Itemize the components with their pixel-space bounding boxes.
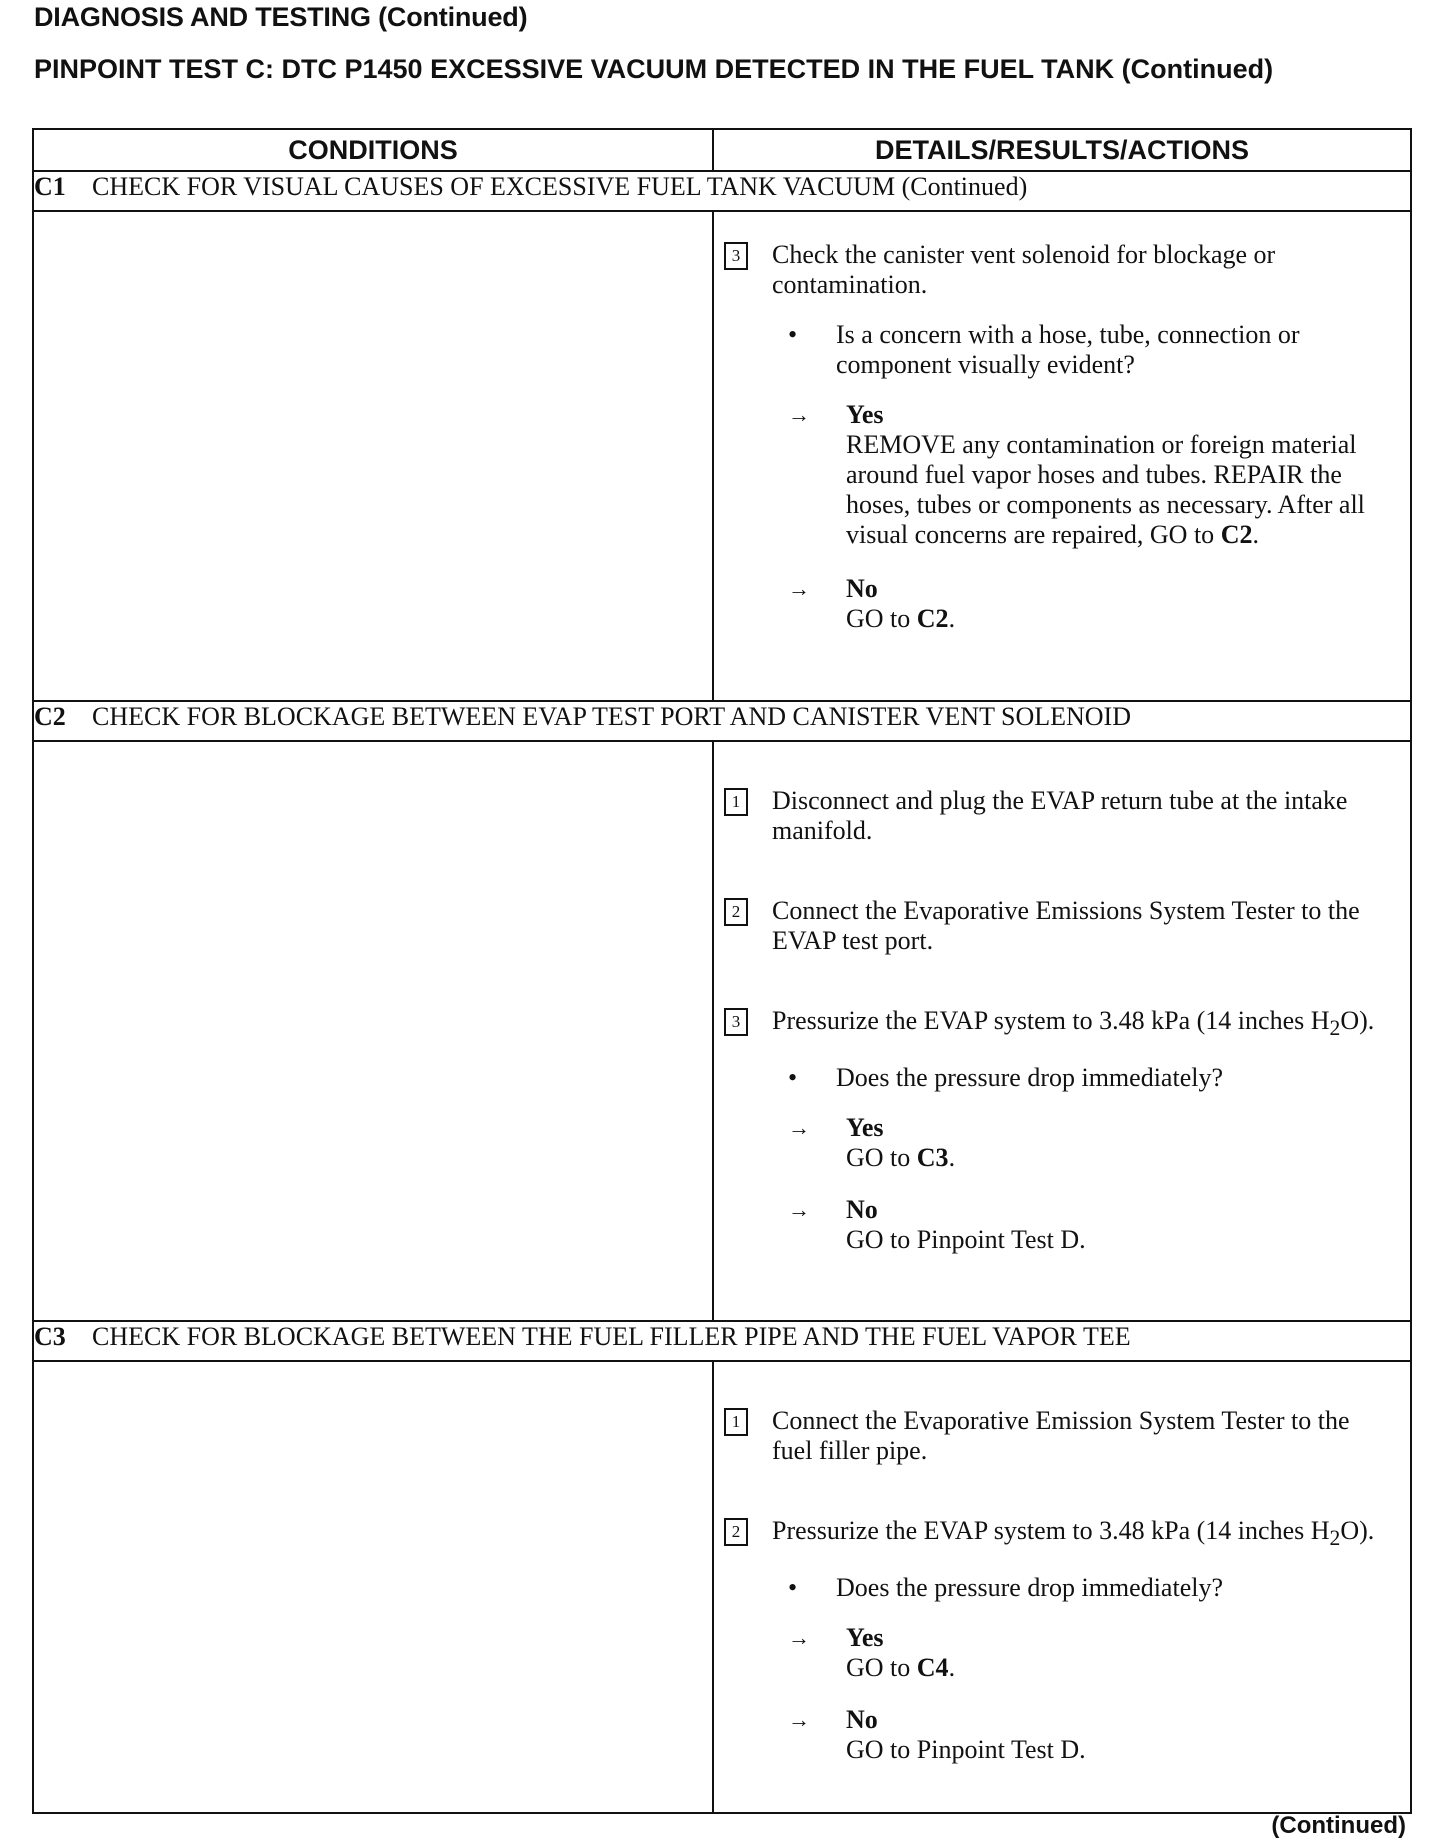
answer-label: No <box>846 574 878 603</box>
goto-target: C2 <box>916 604 949 633</box>
substep-text-part: O). <box>1340 1006 1375 1035</box>
substep-text-part: Pressurize the EVAP system to 3.48 kPa (14 inches H <box>772 1006 1330 1035</box>
step-number-box: 3 <box>724 242 748 270</box>
answer-text: GO to Pinpoint Test D. <box>846 1735 1086 1765</box>
substep-text: Check the canister vent solenoid for blockage or contamination. <box>772 240 1276 299</box>
step-number-box: 1 <box>724 788 748 816</box>
answer-label: No <box>846 1195 878 1225</box>
bullet-icon: • <box>788 1063 798 1093</box>
conditions-header: CONDITIONS <box>33 129 713 171</box>
conditions-cell <box>33 1361 713 1813</box>
details-header: DETAILS/RESULTS/ACTIONS <box>713 129 1411 171</box>
question-text: Does the pressure drop immediately? <box>836 1063 1223 1093</box>
arrow-right-icon: → <box>788 1707 810 1733</box>
step-title: CHECK FOR VISUAL CAUSES OF EXCESSIVE FUEL TANK VACUUM (Continued) <box>92 172 1028 201</box>
question <box>788 320 1396 380</box>
substep <box>724 896 1396 956</box>
conditions-cell <box>33 741 713 1321</box>
test-title: PINPOINT TEST C: DTC P1450 EXCESSIVE VACUUM DETECTED IN THE FUEL TANK (Continued) <box>34 54 1274 84</box>
step-body-c1 <box>33 211 1411 701</box>
arrow-right-icon: → <box>788 402 810 427</box>
arrow-right-icon: → <box>788 1115 810 1141</box>
substep-text: Connect the Evaporative Emission System Tester to the fuel filler pipe. <box>772 1406 1350 1465</box>
details-cell <box>713 1361 1411 1813</box>
step-id: C3 <box>34 1322 66 1351</box>
goto-target: C4 <box>916 1653 949 1683</box>
step-number-box: 3 <box>724 1008 748 1036</box>
goto-target: C2 <box>1220 520 1253 549</box>
substep-text-part: Pressurize the EVAP system to 3.48 kPa (14 inches H <box>772 1516 1330 1545</box>
subscript: 2 <box>1329 1016 1341 1041</box>
step-id: C2 <box>34 702 66 731</box>
substep <box>724 1406 1396 1466</box>
arrow-right-icon: → <box>788 1197 810 1223</box>
answer-yes: → Yes REMOVE any contamination or foreign material around fuel vapor hoses and tubes. REPAIR the hoses, tubes or components as necessary. After all visual concerns are repaired, GO to C2. <box>788 400 1396 550</box>
details-cell <box>713 211 1411 701</box>
answer-no <box>788 1705 1396 1765</box>
continued-footer: (Continued) <box>1271 1812 1406 1839</box>
answer-label: Yes <box>846 1623 884 1653</box>
question-text: Is a concern with a hose, tube, connection or component visually evident? <box>836 320 1300 379</box>
substep-text <box>772 1516 1374 1553</box>
answer-label: No <box>846 1705 878 1735</box>
answer-text: REMOVE any contamination or foreign material around fuel vapor hoses and tubes. REPAIR the hoses, tubes or components as necessary. After all visual concerns are repaired, GO to <box>846 430 1365 549</box>
step-row-c1 <box>33 171 1411 211</box>
goto-target: C3 <box>916 1143 949 1173</box>
step-id: C1 <box>34 172 66 201</box>
substep <box>724 240 1396 300</box>
substep-text-part: O). <box>1340 1516 1375 1545</box>
answer-text: GO to Pinpoint Test D. <box>846 1225 1086 1255</box>
step-body-c2 <box>33 741 1411 1321</box>
step-title: CHECK FOR BLOCKAGE BETWEEN THE FUEL FILLER PIPE AND THE FUEL VAPOR TEE <box>92 1322 1131 1351</box>
step-row-c3 <box>33 1321 1411 1361</box>
answer-no <box>788 1195 1396 1255</box>
pinpoint-test-table <box>32 128 1412 1814</box>
answer-label: Yes <box>846 400 884 429</box>
conditions-cell <box>33 211 713 701</box>
subscript: 2 <box>1329 1526 1341 1551</box>
answer-text: GO to <box>846 604 911 633</box>
answer-no: → No GO to C2. <box>788 574 956 633</box>
details-cell <box>713 741 1411 1321</box>
question <box>788 1063 1396 1093</box>
substep <box>724 1516 1396 1553</box>
question <box>788 1573 1396 1603</box>
bullet-icon: • <box>788 320 798 349</box>
step-title: CHECK FOR BLOCKAGE BETWEEN EVAP TEST PORT AND CANISTER VENT SOLENOID <box>92 702 1131 731</box>
substep <box>724 1006 1396 1043</box>
step-body-c3 <box>33 1361 1411 1813</box>
substep-text: Disconnect and plug the EVAP return tube at the intake manifold. <box>772 786 1348 845</box>
step-number-box: 2 <box>724 898 748 926</box>
step-number-box: 2 <box>724 1518 748 1546</box>
arrow-right-icon: → <box>788 1625 810 1651</box>
arrow-right-icon: → <box>788 576 810 601</box>
answer-text: GO to <box>846 1653 911 1683</box>
answer-yes: → Yes GO to C3. <box>788 1113 956 1173</box>
answer-text: GO to <box>846 1143 911 1173</box>
step-number-box: 1 <box>724 1408 748 1436</box>
answer-label: Yes <box>846 1113 884 1143</box>
question-text: Does the pressure drop immediately? <box>836 1573 1223 1603</box>
substep-text: Connect the Evaporative Emissions System Tester to the EVAP test port. <box>772 896 1360 955</box>
step-row-c2 <box>33 701 1411 741</box>
substep-text <box>772 1006 1374 1043</box>
substep <box>724 786 1396 846</box>
table-header-row <box>33 129 1411 171</box>
page-heading: DIAGNOSIS AND TESTING (Continued) <box>34 2 528 32</box>
answer-yes: → Yes GO to C4. <box>788 1623 956 1683</box>
bullet-icon: • <box>788 1573 798 1603</box>
